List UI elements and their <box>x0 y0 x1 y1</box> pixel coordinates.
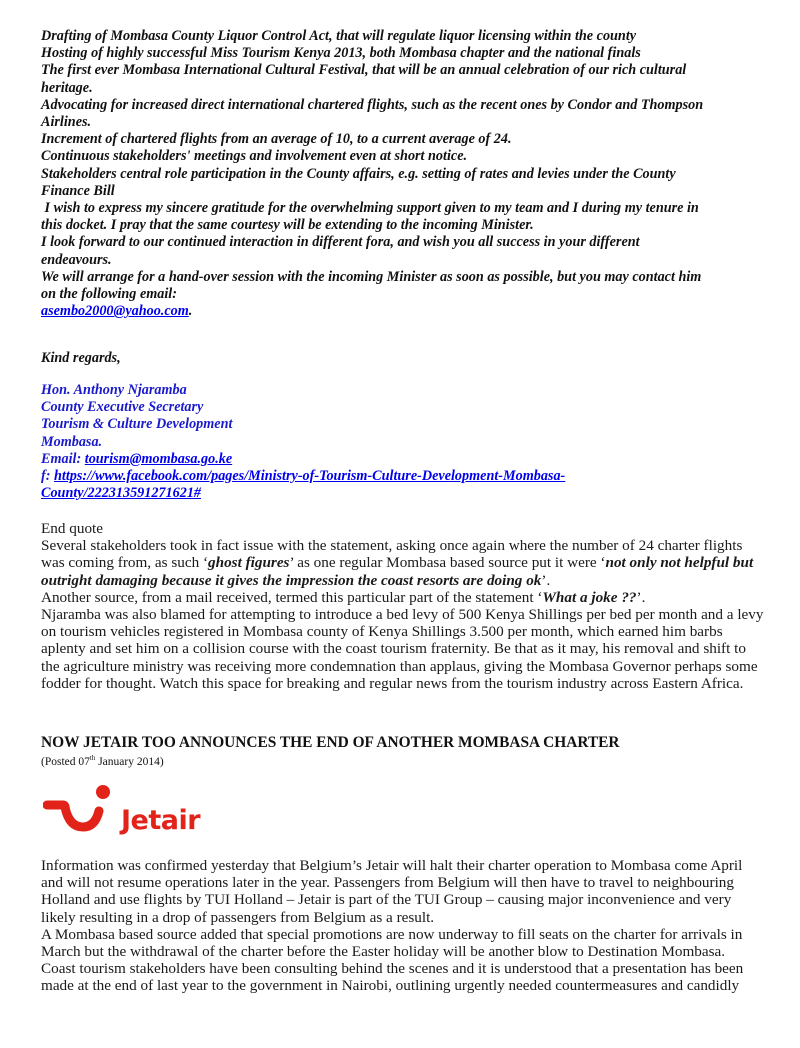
email-period: . <box>188 303 193 320</box>
letter-line: Stakeholders central role participation in the County affairs, e.g. setting of rates and levies under the County <box>41 165 676 182</box>
letter-line: Hosting of highly successful Miss Tourism Kenya 2013, both Mombasa chapter and the national finals <box>41 45 641 62</box>
letter-line: this docket. I pray that the same courtesy will be extending to the incoming Minister. <box>41 217 534 234</box>
closing-text: Kind regards, <box>41 350 121 366</box>
posted-suffix: January 2014) <box>95 755 164 768</box>
commentary-section <box>41 520 765 692</box>
posted-date <box>41 752 164 769</box>
commentary-paragraph <box>41 589 765 606</box>
jetair-logo <box>41 783 221 843</box>
jetair-wordmark: Jetair <box>121 805 201 836</box>
letter-line: I look forward to our continued interaction in different fora, and wish you all success in your different <box>41 234 640 251</box>
letter-line: heritage. <box>41 79 93 96</box>
letter-line: Airlines. <box>41 114 92 131</box>
letter-line: The first ever Mombasa International Cultural Festival, that will be an annual celebration of our rich cultural <box>41 62 687 79</box>
commentary-paragraph <box>41 537 765 589</box>
letter-line: We will arrange for a hand-over session with the incoming Minister as soon as possible, but you may contact him <box>41 268 702 285</box>
tui-smile-icon <box>43 783 115 839</box>
letter-line: Drafting of Mombasa County Liquor Control Act, that will regulate liquor licensing within the county <box>41 28 637 44</box>
article-paragraph: A Mombasa based source added that special promotions are now underway to fill seats on the charter for arrivals in March but the withdrawal of the charter before the Easter holiday will be another blow to Destination Mombasa. <box>41 925 743 961</box>
emphasis-quote: not only not helpful but outright damaging because it gives the impression the coast resorts are doing ok <box>41 554 754 589</box>
letter-line: Increment of chartered flights from an average of 10, to a current average of 24. <box>41 131 512 148</box>
letter-line: Advocating for increased direct international chartered flights, such as the recent ones by Condor and Thompson <box>41 96 704 113</box>
contact-email-line <box>41 303 703 320</box>
email-label: Email: <box>41 450 85 467</box>
facebook-line-2 <box>41 485 565 502</box>
facebook-link-part1[interactable]: https://www.facebook.com/pages/Ministry-of-Tourism-Culture-Development-Mombasa- <box>54 468 566 485</box>
facebook-link-part2[interactable]: County/222313591271621# <box>41 485 202 502</box>
facebook-line <box>41 468 565 485</box>
text-span: Another source, from a mail received, termed this particular part of the statement ‘ <box>41 588 543 606</box>
text-span: ’. <box>636 588 646 606</box>
signature-title: County Executive Secretary <box>41 399 204 416</box>
commentary-paragraph: Njaramba was also blamed for attempting to introduce a bed levy of 500 Kenya Shillings per bed per month and a levy on tourism vehicles registered in Mombasa county of Kenya Shillings 3.500 per month, which earned him barbs aplenty and set him on a collision course with the coast tourism fraternity. Be that as it may, his removal and shift to the agriculture ministry was receiving more condemnation than applaus, giving the Mombasa Governor perhaps some fodder for thought. Watch this space for breaking and regular news from the tourism industry across Eastern Africa. <box>41 606 764 692</box>
signature-city: Mombasa. <box>41 433 103 450</box>
signature-department: Tourism & Culture Development <box>41 416 233 433</box>
letter-body <box>41 28 703 320</box>
emphasis-ghost-figures: ghost figures <box>208 554 290 572</box>
facebook-label: f: <box>41 468 54 485</box>
article-headline: NOW JETAIR TOO ANNOUNCES THE END OF ANOTHER MOMBASA CHARTER <box>41 734 620 751</box>
letter-line: I wish to express my sincere gratitude for the overwhelming support given to my team and I during my tenure in <box>41 200 699 217</box>
text-span: Several stakeholders took in fact issue with the statement, asking once again where the number of 24 charter flights was coming from, as such ‘ <box>41 537 743 572</box>
end-quote-label: End quote <box>41 520 104 537</box>
contact-email-link[interactable]: asembo2000@yahoo.com <box>41 303 189 320</box>
article-paragraph: Coast tourism stakeholders have been consulting behind the scenes and it is understood that a presentation has been made at the end of last year to the government in Nairobi, outlining urgently needed countermeasures and candidly <box>41 960 744 995</box>
signature-email-link[interactable]: tourism@mombasa.go.ke <box>84 450 233 467</box>
posted-prefix: (Posted 07 <box>41 755 90 768</box>
emphasis-what-a-joke: What a joke ?? <box>542 588 637 606</box>
signature-name: Hon. Anthony Njaramba <box>41 382 187 398</box>
posted-sup: th <box>89 754 96 762</box>
article-body <box>41 857 765 995</box>
letter-line: Continuous stakeholders' meetings and involvement even at short notice. <box>41 148 468 165</box>
letter-line: Finance Bill <box>41 182 115 199</box>
text-span: ’. <box>541 571 551 589</box>
signature-email-line <box>41 451 565 468</box>
article-paragraph: Information was confirmed yesterday that Belgium’s Jetair will halt their charter operation to Mombasa come April and will not resume operations later in the year. Passengers from Belgium will then have to travel to neighbouring Holland and use flights by TUI Holland – Jetair is part of the TUI Group – causing major inconvenience and very likely resulting in a drop of passengers from Belgium as a result. <box>41 857 743 926</box>
letter-line: endeavours. <box>41 251 112 268</box>
letter-line: on the following email: <box>41 286 177 303</box>
signature-block <box>41 382 565 502</box>
text-span: ’ as one regular Mombasa based source put it were ‘ <box>289 554 606 572</box>
